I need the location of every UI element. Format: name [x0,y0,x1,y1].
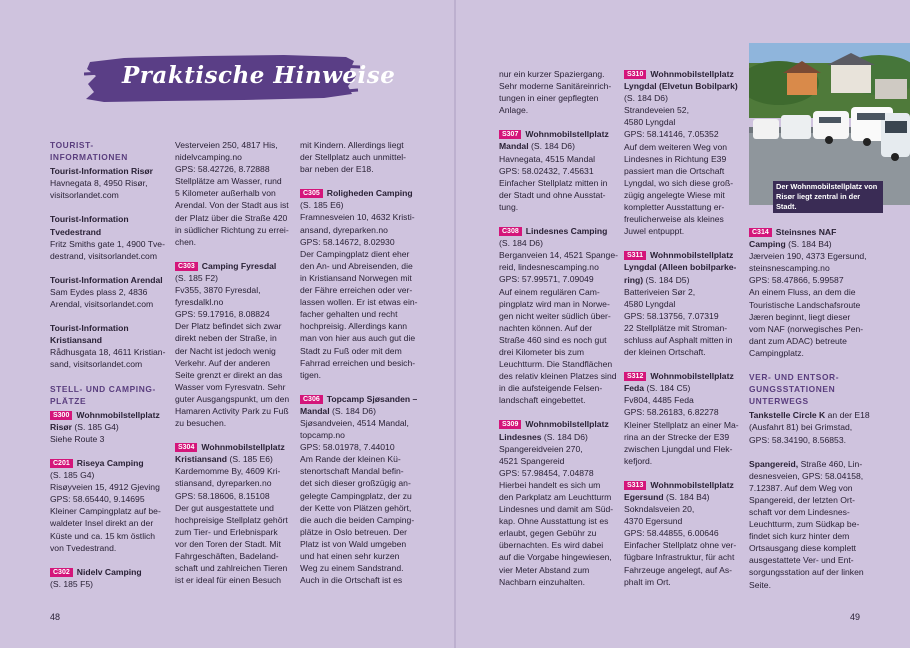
entry-c314: C314 Steinsnes NAF Camping (S. 184 B4) Jærveien 190, 4373 Egersund, steinsnescamping.no GPS: 58.47866, 5.99587 An einem Fluss, an dem die Touristische Landschafsroute Jæren beginnt, liegt dieser vom NAF (norwegisches Pen- dant zum ADAC) betreute Campingplatz. [749,227,867,358]
page-title: Praktische Hinweise [122,62,396,89]
entry-ti-kristiansand: Tourist-Information Kristiansand Rådhusgata 18, 4611 Kristian- sand, visitsorlandet.com [50,323,166,370]
entry-s310: S310 Wohnmobilstellplatz Lyngdal (Elvetun Bobilpark) (S. 184 D6) Strandeveien 52, 4580 Lyngdal GPS: 58.14146, 7.05352 Auf dem weiteren Weg von Lindesnes in Richtung E39 passiert man die Ortschaft Lyngdal, wo sich diese groß- zügig angelegte Wiese mit kompletter Ausstattung er- freulicherweise als kleines Juwel entpuppt. [624,69,738,237]
entry-c306-cont: nur ein kurzer Spaziergang. Sehr moderne Sanitäreinrich- tungen in einer gepflegten Anlage. [499,69,612,116]
section-heading-stellplaetze: STELL- UND CAMPING- PLÄTZE [50,383,156,406]
title-banner [84,52,396,104]
tag-badge: C303 [175,262,198,271]
tag-badge: S304 [175,443,197,452]
entry-s311: S311 Wohnmobilstellplatz Lyngdal (Alleen bobilparke- ring) (S. 184 D5) Batteriveien Sør 2, 4580 Lyngdal GPS: 58.13756, 7.07319 22 Stellplätze mit Stroman- schluss auf Asphalt mitten in der kleinen Ortschaft. [624,250,737,358]
entry-c305: C305 Roligheden Camping (S. 185 E6) Framnesveien 10, 4632 Kristi- ansand, dyreparken.no GPS: 58.14672, 8.02930 Der Campingplatz dient eher den An- und Abreisenden, die in Kristiansand Norwegen mit der Fähre erreichen oder ver- lassen wollen. Er ist etwas ein- facher gehalten und recht hochpreisig. Allerdings kann man von hier aus auch gut die Stadt zu Fuß oder mit dem Fahrrad erreichen und besich- tigen. [300,188,418,380]
entry-c303: C303 Camping Fyresdal (S. 185 F2) Fv355, 3870 Fyresdal, fyresdalkl.no GPS: 59.17916, 8.08824 Der Platz befindet sich zwar direkt neben der Straße, in der Nacht ist jedoch wenig Verkehr. Auf der anderen Seite grenzt er direkt an das Wasser vom Fyresvatn. Sehr guter Ausgangspunkt, um den Hamaren Activity Park zu Fuß zu besuchen. [175,260,290,429]
entry-s307: S307 Wohnmobilstellplatz Mandal (S. 184 D6) Havnegata, 4515 Mandal GPS: 58.02432, 7.45631 Einfacher Stellplatz mitten in der Stadt und ohne Ausstat- tung. [499,129,609,212]
entry-tankstelle: Tankstelle Circle K an der E18 (Ausfahrt 81) bei Grimstad, GPS: 58.34190, 8.56853. [749,410,870,445]
entry-c308: C308 Lindesnes Camping (S. 184 D6) Berganveien 14, 4521 Spange- reid, lindesnescamping.no GPS: 57.99571, 7.09049 Auf einem regulären Cam- pingplatz wird man in Norwe- gen nicht weiter südlich über- nachten können. Auf der Straße 460 sind es noch gut drei Kilometer bis zum Leuchtturm. Die Standflächen des relativ kleinen Platzes sind in die aufsteigende Felsen- landschaft eingebettet. [499,226,618,406]
entry-c201: C201 Riseya Camping (S. 185 G4) Risøyveien 15, 4912 Gjeving GPS: 58.65440, 9.14695 Kleiner Campingplatz auf be- waldeter Insel direkt an der Küste und ca. 15 km östlich von Tvedestrand. [50,457,161,553]
tag-badge: C308 [499,227,522,236]
entry-s304: S304 Wohnmobilstellplatz Kristiansand (S. 185 E6) Kardemomme By, 4609 Kri- stiansand, dyreparken.no GPS: 58.18606, 8.15108 Der gut ausgestattete und hochpreisige Stellplatz gehört zum Tier- und Erlebnispark vor den Toren der Stadt. Mit Fahrgeschäften, Badeland- schaft und zahlreichen Tieren ist er ideal für einen Besuch [175,442,288,586]
tag-badge: C302 [50,568,73,577]
entry-c302: C302 Nidelv Camping (S. 185 F5) [50,566,142,589]
entry-ti-arendal: Tourist-Information Arendal Sam Eydes plass 2, 4836 Arendal, visitsorlandet.com [50,274,163,310]
entry-s309: S309 Wohnmobilstellplatz Lindesnes (S. 184 D6) Spangereidveien 270, 4521 Spangereid GPS: 57.98454, 7.04878 Hierbei handelt es sich um den Parkplatz am Leuchtturm Lindesnes und damit am Süd- kap. Ohne Ausstattung ist es erlaubt, gegen Gebühr zu übernachten. Es wird dabei auf die Vorgabe hingewiesen, vier Meter Abstand zum Nachbarn einzuhalten. [499,419,614,587]
entry-s312: S312 Wohnmobilstellplatz Feda (S. 184 C5) Fv804, 4485 Feda GPS: 58.26183, 6.82278 Kleiner Stellplatz an einer Ma- rina an der Strecke der E39 zwischen Ljungdal und Flek- kefjord. [624,371,739,466]
column-6 [749,226,870,603]
column-4 [499,68,618,600]
entry-ti-risor: Tourist-Information Risør Havnegata 8, 4950 Risør, visitsorlandet.com [50,166,153,201]
tag-badge: S300 [50,411,72,420]
section-heading-tourist: TOURIST- INFORMATIONEN [50,140,128,163]
tag-badge: C314 [749,228,772,237]
entry-c302-cont: Vesterveien 250, 4817 His, nidelvcamping.no GPS: 58.42726, 8.72888 Stellplätze am Wasser, rund 5 Kilometer außerhalb von Arendal. Von der Stadt aus ist der Platz über die Straße 420 in südlicher Richtung zu errei- chen. [175,140,289,247]
tag-badge: S311 [624,251,646,260]
tag-badge: S313 [624,481,646,490]
entry-c306: C306 Topcamp Sjøsanden – Mandal (S. 184 D6) Sjøsandveien, 4514 Mandal, topcamp.no GPS: 58.01978, 7.44010 Am Rande der kleinen Kü- stenortschaft Mandal befin- det sich dieser großzügig an- gelegte Campingplatz, der zu der Kette von Plätzen gehört, die auch die beiden Camping- plätze in Oslo betreuen. Der Platz ist von Wald umgeben und hat einen sehr kurzen Weg zu einem Sandstrand. Auch in die Ortschaft ist es [300,393,418,586]
column-1 [50,139,166,602]
tag-badge: C305 [300,189,323,198]
column-3 [300,139,418,598]
tag-badge: S312 [624,372,646,381]
photo-caption: Der Wohnmobilstellplatz von Risør liegt zentral in der Stadt. [773,181,883,213]
entry-ti-tvedestrand: Tourist-Information Tvedestrand Fritz Smiths gate 1, 4900 Tve- destrand, visitsorlandet.com [50,214,165,261]
page-number-left: 48 [50,612,61,622]
tag-badge: S307 [499,130,521,139]
page-gutter [454,0,456,648]
entry-spangereid: Spangereid, Straße 460, Lin- desnesveien, GPS: 58.04158, 7.12387. Auf dem Weg von Spangereid, der letzten Ort- schaft vor dem Lindesnes- Leuchtturm, zum Südkap be- findet sich kurz hinter dem Ortsausgang diese komplett ausgestattete Ver- und Ent- sorgungsstation auf der linken Seite. [749,458,864,590]
entry-s313: S313 Wohnmobilstellplatz Egersund (S. 184 B4) Sokndalsveien 20, 4370 Egersund GPS: 58.44855, 6.00646 Einfacher Stellplatz ohne ver- fügbare Infrastruktur, für acht Fahrzeuge angelegt, auf As- phalt im Ort. [624,479,737,587]
page-number-right: 49 [850,612,861,622]
column-5 [624,68,738,600]
tag-badge: S309 [499,420,521,429]
entry-s304-cont: mit Kindern. Allerdings liegt der Stellplatz auch unmittel- bar neben der E18. [300,140,407,175]
tag-badge: C306 [300,395,323,404]
tag-badge: S310 [624,70,646,79]
section-heading-versorgung: VER- UND ENTSOR- GUNGSSTATIONEN UNTERWEGS [749,372,840,407]
tag-badge: C201 [50,459,73,468]
entry-s300: S300 Wohnmobilstellplatz Risør (S. 185 G4) Siehe Route 3 [50,409,160,444]
column-2 [175,139,290,598]
